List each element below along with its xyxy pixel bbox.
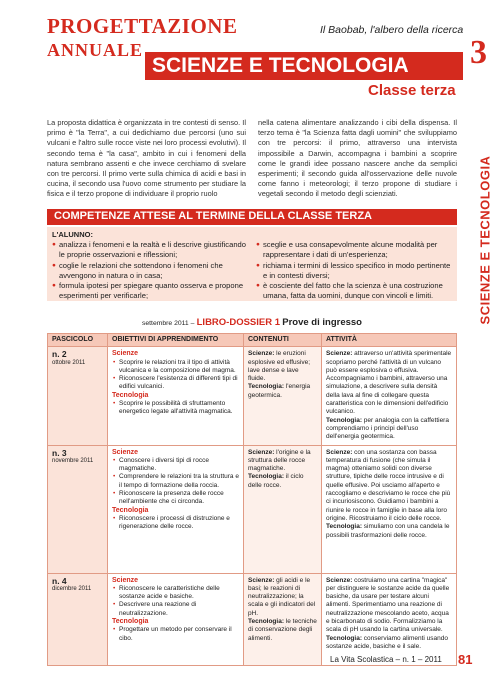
subject-label: Tecnologia <box>112 618 149 626</box>
competenze-title: COMPETENZE ATTESE AL TERMINE DELLA CLASSE TERZA <box>54 210 372 222</box>
objective-item: • Riconoscere l'esistenza di differenti tipi di edifici vulcanici. <box>112 375 239 392</box>
subject-label: Tecnologia <box>112 391 149 399</box>
subject-label: Scienze <box>112 350 139 358</box>
competenza-item: ● richiama i termini di lessico specifico in modo pertinente e in contesti diversi; <box>256 261 454 281</box>
objective-item: • Progettare un metodo per conservare il cibo. <box>112 626 239 643</box>
content-text: le eruzioni esplosive ed effusive; lave dense e lave fluide. <box>248 350 311 383</box>
programme-table <box>47 333 457 666</box>
subject-label: Scienze <box>112 576 139 584</box>
obiettivi-cell <box>108 445 244 573</box>
content-label: Scienze: <box>248 576 275 584</box>
content-text: l'energia geotermica. <box>248 383 311 399</box>
attivita-cell <box>322 573 457 665</box>
class-subtitle: Classe terza <box>368 82 456 99</box>
table-row <box>48 445 457 573</box>
competenza-item: ● coglie le relazioni che sottendono i fenomeni che avvengono in natura o in casa; <box>52 261 250 281</box>
content-text: gli acidi e le basi; le reazioni di neutralizzazione; la scala e gli indicatori del pH. <box>248 576 316 617</box>
objective-item: • Riconoscere i processi di distruzione e rigenerazione delle rocce. <box>112 515 239 532</box>
content-label: Tecnologia: <box>248 383 284 391</box>
content-text: le tecniche di conservazione degli alimenti. <box>248 618 317 642</box>
dossier-date: settembre 2011 – <box>141 320 195 327</box>
dossier-prove: Prove di ingresso <box>282 317 362 328</box>
attivita-cell <box>322 347 457 445</box>
intro-text <box>47 118 457 200</box>
footer-publication: La Vita Scolastica – n. 1 – 2011 <box>330 655 442 664</box>
activity-text: per analogia con la caffettiera comprendiamo i principi dell'uso dell'energia geotermica. <box>326 416 449 441</box>
column-header: OBIETTIVI DI APPRENDIMENTO <box>108 334 244 347</box>
objective-item: • Scoprire le possibilità di sfruttamento energetico legate all'attività magmatica. <box>112 400 239 417</box>
objectives-list <box>112 400 239 417</box>
content-label: Scienze: <box>248 448 275 456</box>
section-number: 3 <box>470 34 487 71</box>
activity-text: conserviamo alimenti usando sostanze acide, basiche e il sale. <box>326 634 448 650</box>
fascicolo-date: ottobre 2011 <box>52 359 86 366</box>
contenuti-cell <box>244 573 322 665</box>
side-tab <box>469 135 500 345</box>
column-header: PASCICOLO <box>48 334 108 347</box>
activity-label: Scienze: <box>326 350 353 358</box>
attivita-cell <box>322 445 457 573</box>
series-title: Il Baobab, l'albero della ricerca <box>320 24 464 36</box>
activity-label: Tecnologia: <box>326 416 362 424</box>
activity-text: costruiamo una cartina "magica" per distinguere le sostanze acide da quelle basiche, da usare per testare alcuni alimenti. Sperimentiamo una reazione di neutralizzazione mescolando aceto, acqua e bicarbonato di sodio. Formalizziamo la scala di pH usando la cartina universale. <box>326 576 450 634</box>
activity-label: Tecnologia: <box>326 634 362 642</box>
objective-item: • Riconoscere le caratteristiche delle sostanze acide e basiche. <box>112 585 239 602</box>
column-header: CONTENUTI <box>244 334 322 347</box>
intro-column-2: nella catena alimentare analizzando i cibi della dispensa. Il terzo tema è "la Scienza fatta dagli uomini" che sviluppiamo con tre percorsi: il primo, attraverso una intervista impossibile a Darwin, accompagna i bambini a scoprire come le grandi idee possano nascere anche da semplici esperimenti; il secondo guida all'osservazione delle nuvole come fanno i meteorologi; il terzo propone di studiare i vegetali secondo il metodo degli scienziati. <box>258 118 457 199</box>
content-label: Tecnologia: <box>248 473 284 481</box>
fascicolo-number: n. 4 <box>52 575 67 586</box>
fascicolo-date: dicembre 2011 <box>52 585 92 592</box>
fascicolo-cell <box>48 347 108 445</box>
header-progettazione: PROGETTAZIONE <box>47 14 238 38</box>
dossier-heading <box>47 317 457 331</box>
table-header-row <box>48 334 457 347</box>
objective-item: • Scoprire le relazioni tra il tipo di attività vulcanica e la composizione del magma. <box>112 359 239 376</box>
content-text: l'origine e la struttura delle rocce magmatiche. <box>248 448 311 473</box>
objectives-list <box>112 515 239 532</box>
fascicolo-date: novembre 2011 <box>52 457 94 464</box>
obiettivi-cell <box>108 573 244 665</box>
footer <box>330 652 473 667</box>
activity-text: simuliamo con una candela le possibili trasformazioni delle rocce. <box>326 523 450 539</box>
objective-item: • Conoscere i diversi tipi di rocce magmatiche. <box>112 457 239 474</box>
intro-column-1: La proposta didattica è organizzata in tre contesti di senso. Il primo è "la Terra", a cui dedichiamo due percorsi (uno sui vulcani e l'altro sulle rocce viste nei loro processi evolutivi). Il secondo tema è "la casa", ambito in cui i fenomeni della natura sembrano assenti e che invece cerchiamo di svelare con tre percorsi. Il primo verte sulla chimica di acidi e basi in cucina, il secondo usa l'uovo come strumento per studiare la fisica e il terzo propone di individuare il proprio ruolo <box>47 118 246 199</box>
subject-label: Scienze <box>112 448 139 456</box>
subject-label: Tecnologia <box>112 506 149 514</box>
objectives-list <box>112 359 239 392</box>
fascicolo-number: n. 3 <box>52 447 67 458</box>
competenza-item: ● è cosciente del fatto che la scienza è una costruzione umana, fatta da uomini, dunque con vincoli e limiti. <box>256 281 454 301</box>
objective-item: • Comprendere le relazioni tra la struttura e il tempo di formazione della roccia. <box>112 473 239 490</box>
page-number: 81 <box>458 652 473 667</box>
activity-text: con una sostanza con bassa temperatura di fusione (che simula il magma) otteniamo solidi con diverse strutture, tipiche delle rocce intrusive e di quelle effusive. Poi usciamo all'aperto e raccogliamo e descriviamo le rocce che più ci incuriosiscono. Guidiamo i bambini a riunire le rocce in famiglie in base alla loro origine. Ricostruiamo il ciclo delle rocce. <box>326 448 451 522</box>
header-annuale: ANNUALE <box>47 40 144 60</box>
contenuti-cell <box>244 347 322 445</box>
content-text: il ciclo delle rocce. <box>248 473 304 489</box>
dossier-libro: LIBRO-DOSSIER 1 <box>196 317 281 328</box>
activity-label: Scienze: <box>326 448 353 456</box>
objectives-list <box>112 585 239 618</box>
activity-text: attraverso un'attività sperimentale scopriamo perché l'attività di un vulcano può essere esplosiva o effusiva. Accompagniamo i bambini, attraverso una simulazione, a descrivere sulla densità della lava al fine di collegare questa caratteristica con le dimensioni dell'edificio vulcanico. <box>326 350 452 416</box>
objective-item: • Descrivere una reazione di neutralizzazione. <box>112 601 239 618</box>
objectives-list <box>112 626 239 643</box>
column-header: ATTIVITÀ <box>322 334 457 347</box>
content-label: Scienze: <box>248 350 275 358</box>
page-title: SCIENZE E TECNOLOGIA <box>152 54 409 77</box>
table-row <box>48 347 457 445</box>
contenuti-cell <box>244 445 322 573</box>
competenza-item: ● formula ipotesi per spiegare quanto osserva e propone esperimenti per verificarle; <box>52 281 250 301</box>
competenza-item: ● sceglie e usa consapevolmente alcune modalità per rappresentare i dati di un'esperienza; <box>256 240 454 260</box>
competenze-head: L'ALUNNO: <box>52 230 93 239</box>
obiettivi-cell <box>108 347 244 445</box>
objective-item: • Riconoscere la presenza delle rocce nell'ambiente che ci circonda. <box>112 490 239 507</box>
side-label: SCIENZE E TECNOLOGIA <box>477 155 492 325</box>
content-label: Tecnologia: <box>248 618 284 626</box>
activity-label: Scienze: <box>326 576 353 584</box>
activity-label: Tecnologia: <box>326 523 362 531</box>
objectives-list <box>112 457 239 507</box>
competenza-item: ● analizza i fenomeni e la realtà e li descrive giustificando le proprie osservazioni e riflessioni; <box>52 240 250 260</box>
competenze-left-list <box>52 240 250 302</box>
fascicolo-cell <box>48 573 108 665</box>
fascicolo-cell <box>48 445 108 573</box>
competenze-right-list <box>256 240 454 302</box>
table-row <box>48 573 457 665</box>
fascicolo-number: n. 2 <box>52 349 67 360</box>
